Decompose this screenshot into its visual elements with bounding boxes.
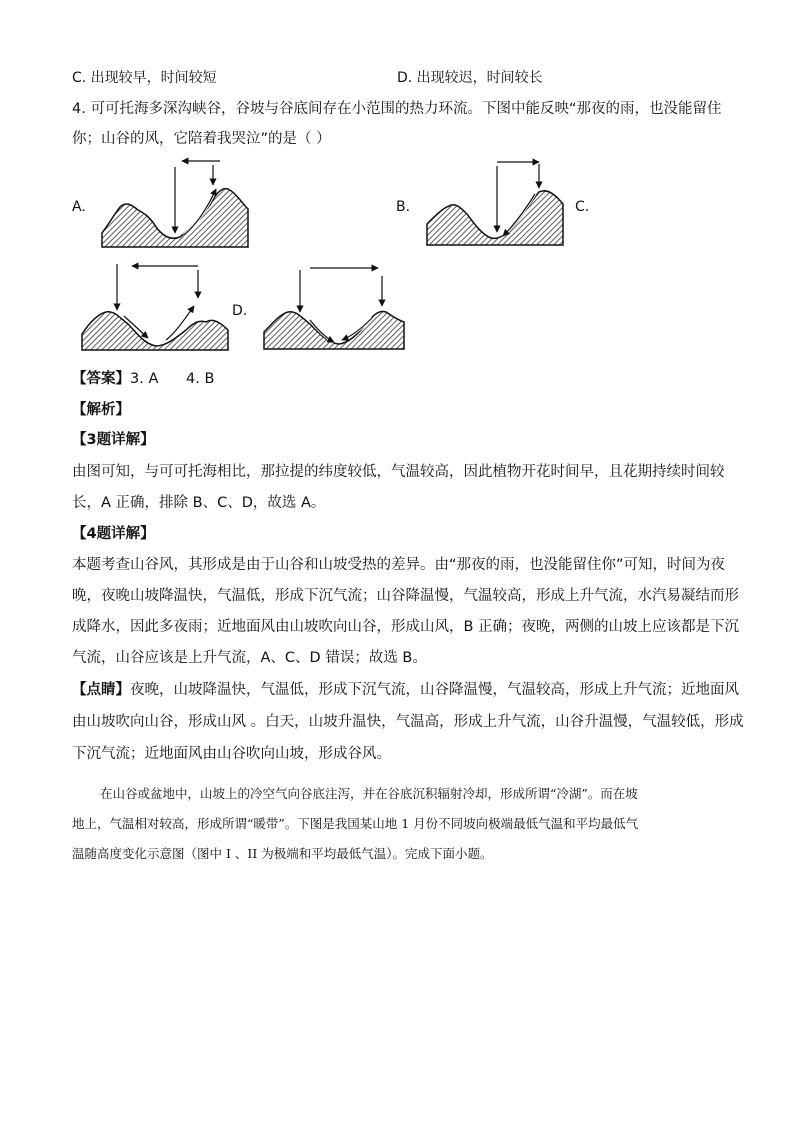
valley-figure-c	[80, 258, 230, 353]
question4-line1: 4. 可可托海多深沟峡谷，谷坡与谷底间存在小范围的热力环流。下图中能反映“那夜的雨，也没能留住	[72, 101, 722, 117]
q4-line-1: 本题考查山谷风，其形成是由于山谷和山坡受热的差异。由“那夜的雨，也没能留住你”可知，时间为夜	[72, 557, 726, 573]
intro-line-1: 在山谷或盆地中，山坡上的冷空气向谷底注泻，并在谷底沉积辐射冷却，形成所谓“冷湖”。而在坡	[100, 786, 638, 801]
q4-line-3: 成降水，因此多夜雨；近地面风由山坡吹向山谷，形成山风，B 正确；夜晚，两侧的山坡上应该都是下沉	[72, 619, 740, 635]
answer-text: 3. A 4. B	[130, 371, 215, 387]
figure-label-c: C.	[575, 199, 590, 215]
q3-tag: 【3题详解】	[72, 432, 155, 448]
answer-line	[72, 369, 214, 389]
valley-figure-b	[425, 158, 565, 248]
figure-label-b: B.	[396, 199, 411, 215]
option-d: D. 出现较迟，时间较长	[397, 70, 543, 86]
q3-line-1: 由图可知，与可可托海相比，那拉提的纬度较低，气温较高，因此植物开花时间早，且花期持续时间较	[72, 464, 725, 480]
question4-line2: 你；山谷的风，它陪着我哭泣”的是（ ）	[72, 131, 331, 147]
tip-line-2: 由山坡吹向山谷，形成山风 。白天，山坡升温快，气温高，形成上升气流，山谷升温慢，气温较低，形成	[72, 714, 744, 730]
answer-tag: 【答案】	[72, 371, 130, 387]
figure-label-d: D.	[232, 303, 248, 319]
q3-line-2: 长，A 正确，排除 B、C、D，故选 A。	[72, 495, 326, 511]
tip-text-1: 夜晚，山坡降温快，气温低，形成下沉气流，山谷降温慢，气温较高，形成上升气流；近地面风	[130, 682, 739, 698]
q4-tag: 【4题详解】	[72, 526, 155, 542]
analysis-tag: 【解析】	[72, 402, 130, 418]
q4-line-2: 晚，夜晚山坡降温快，气温低，形成下沉气流；山谷降温慢，气温较高，形成上升气流，水汽易凝结而形	[72, 588, 739, 604]
intro-line-3: 温随高度变化示意图（图中 I 、II 为极端和平均最低气温）。完成下面小题。	[72, 846, 493, 861]
q4-line-4: 气流，山谷应该是上升气流，A、C、D 错误；故选 B。	[72, 650, 427, 666]
tip-tag: 【点睛】	[72, 682, 130, 698]
tip-line-1	[72, 680, 739, 700]
figure-label-a: A.	[72, 199, 86, 215]
option-c: C. 出现较早，时间较短	[72, 70, 217, 86]
intro-line-2: 地上，气温相对较高，形成所谓“暖带”。下图是我国某山地 1 月份不同坡向极端最低气温和平均最低气	[72, 816, 639, 831]
valley-figure-d	[262, 262, 407, 352]
tip-line-3: 下沉气流；近地面风由山谷吹向山坡，形成谷风。	[72, 746, 391, 762]
valley-figure-a	[100, 155, 250, 250]
